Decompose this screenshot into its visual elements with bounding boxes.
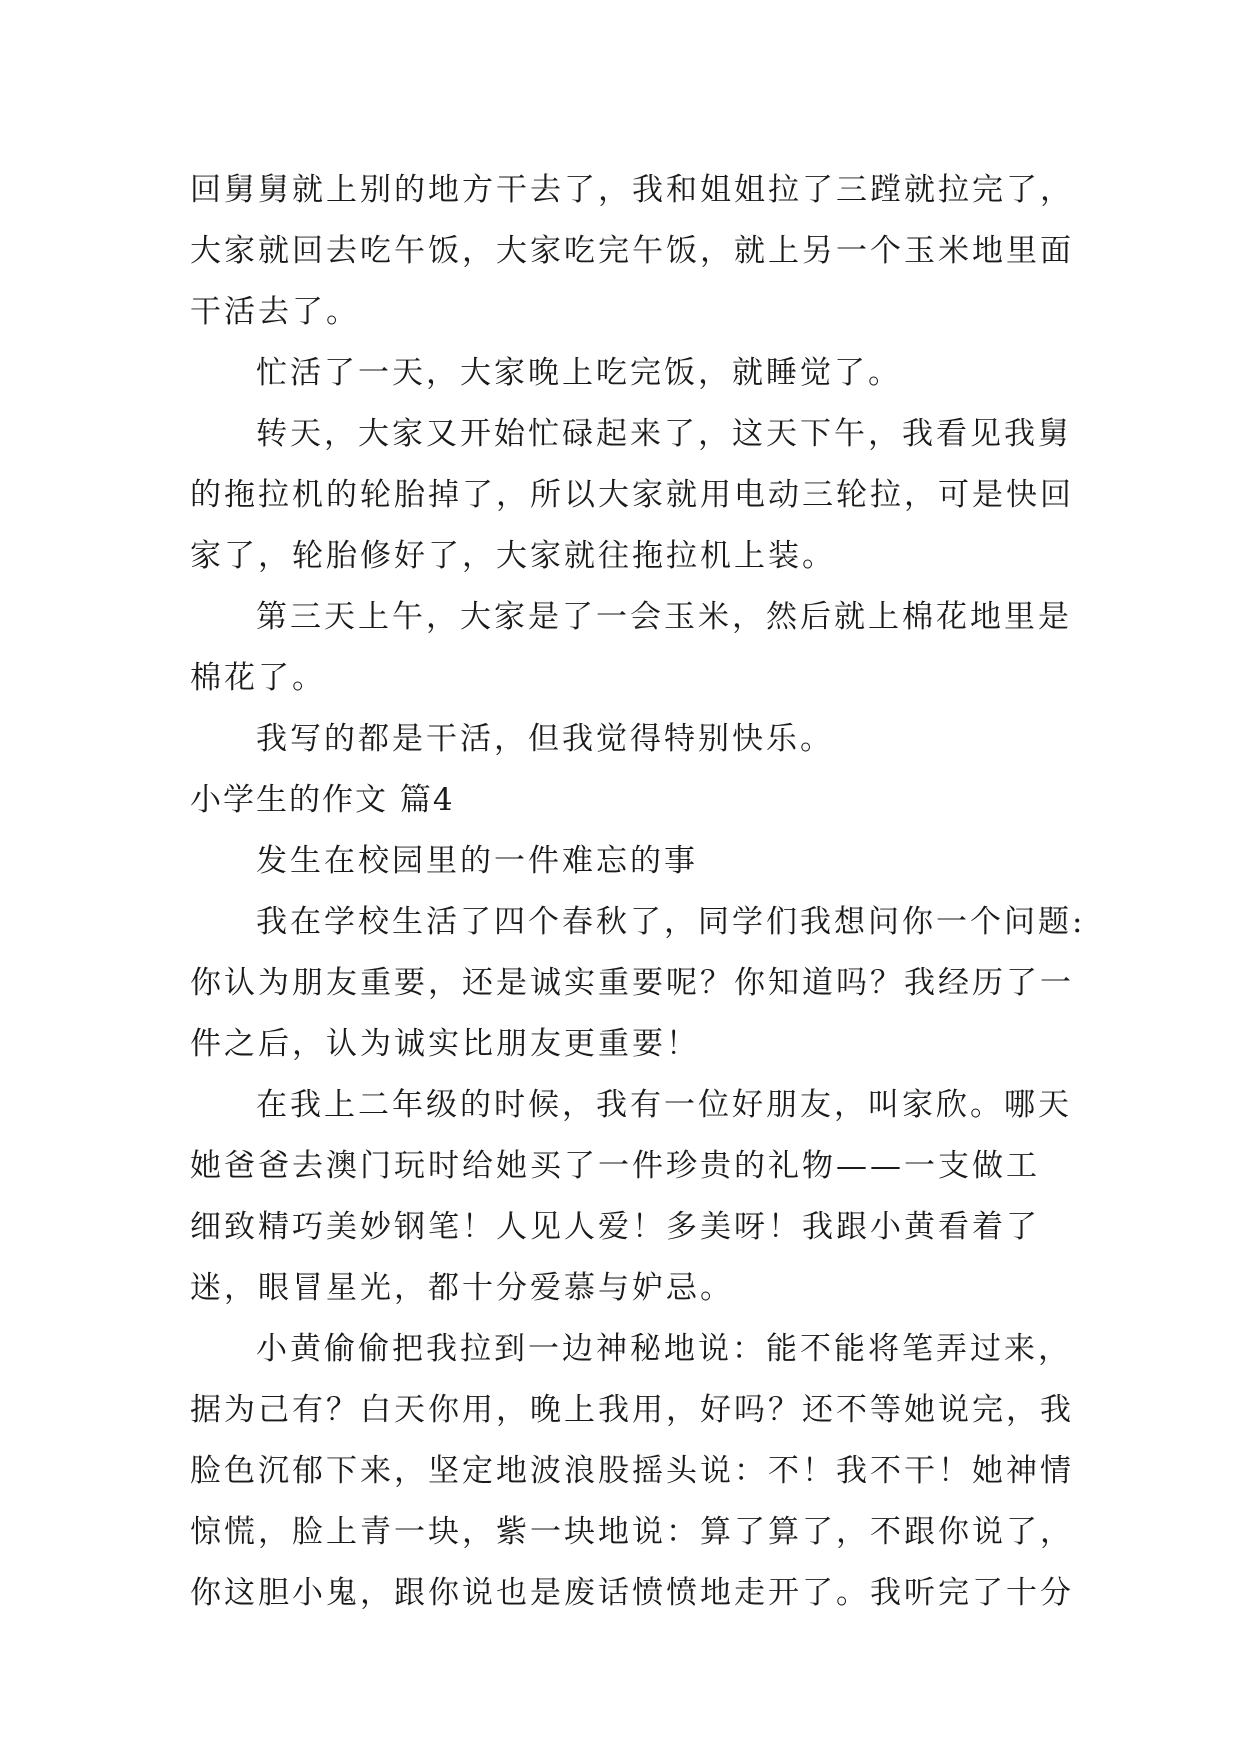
- paragraph-start-line: 在我上二年级的时候，我有一位好朋友，叫家欣。哪天: [256, 1087, 1072, 1123]
- text-line: 你认为朋友重要，还是诚实重要呢？你知道吗？我经历了一: [190, 965, 1074, 1001]
- text-line: 你这胆小鬼，跟你说也是废话愤愤地走开了。我听完了十分: [190, 1575, 1074, 1611]
- text-line: 干活去了。: [190, 294, 360, 330]
- paragraph-start-line: 转天，大家又开始忙碌起来了，这天下午，我看见我舅: [256, 416, 1072, 452]
- section-heading: 小学生的作文 篇4: [190, 782, 455, 818]
- text-line: 据为己有？白天你用，晚上我用，好吗？还不等她说完，我: [190, 1392, 1074, 1428]
- document-body: [190, 160, 1086, 1624]
- essay-title: 发生在校园里的一件难忘的事: [256, 843, 698, 879]
- paragraph-start-line: 我写的都是干活，但我觉得特别快乐。: [256, 721, 834, 757]
- paragraph-start-line: 小黄偷偷把我拉到一边神秘地说：能不能将笔弄过来，: [256, 1331, 1072, 1367]
- paragraph-start-line: 第三天上午，大家是了一会玉米，然后就上棉花地里是: [256, 599, 1072, 635]
- text-line: 件之后，认为诚实比朋友更重要！: [190, 1026, 700, 1062]
- text-line: 回舅舅就上别的地方干去了，我和姐姐拉了三蹚就拉完了，: [190, 172, 1074, 208]
- text-line: 脸色沉郁下来，坚定地波浪股摇头说：不！我不干！她神情: [190, 1453, 1074, 1489]
- paragraph-start-line: 忙活了一天，大家晚上吃完饭，就睡觉了。: [256, 355, 902, 391]
- text-line: 棉花了。: [190, 660, 326, 696]
- text-line: 大家就回去吃午饭，大家吃完午饭，就上另一个玉米地里面: [190, 233, 1074, 269]
- text-line: 惊慌，脸上青一块，紫一块地说：算了算了，不跟你说了，: [190, 1514, 1074, 1550]
- text-line: 细致精巧美妙钢笔！人见人爱！多美呀！我跟小黄看着了: [190, 1209, 1040, 1245]
- text-line: 家了，轮胎修好了，大家就往拖拉机上装。: [190, 538, 836, 574]
- text-line: 的拖拉机的轮胎掉了，所以大家就用电动三轮拉，可是快回: [190, 477, 1074, 513]
- text-line: 迷，眼冒星光，都十分爱慕与妒忌。: [190, 1270, 734, 1306]
- paragraph-start-line: 我在学校生活了四个春秋了，同学们我想问你一个问题:: [256, 904, 1086, 940]
- text-line: 她爸爸去澳门玩时给她买了一件珍贵的礼物——一支做工: [190, 1148, 1040, 1184]
